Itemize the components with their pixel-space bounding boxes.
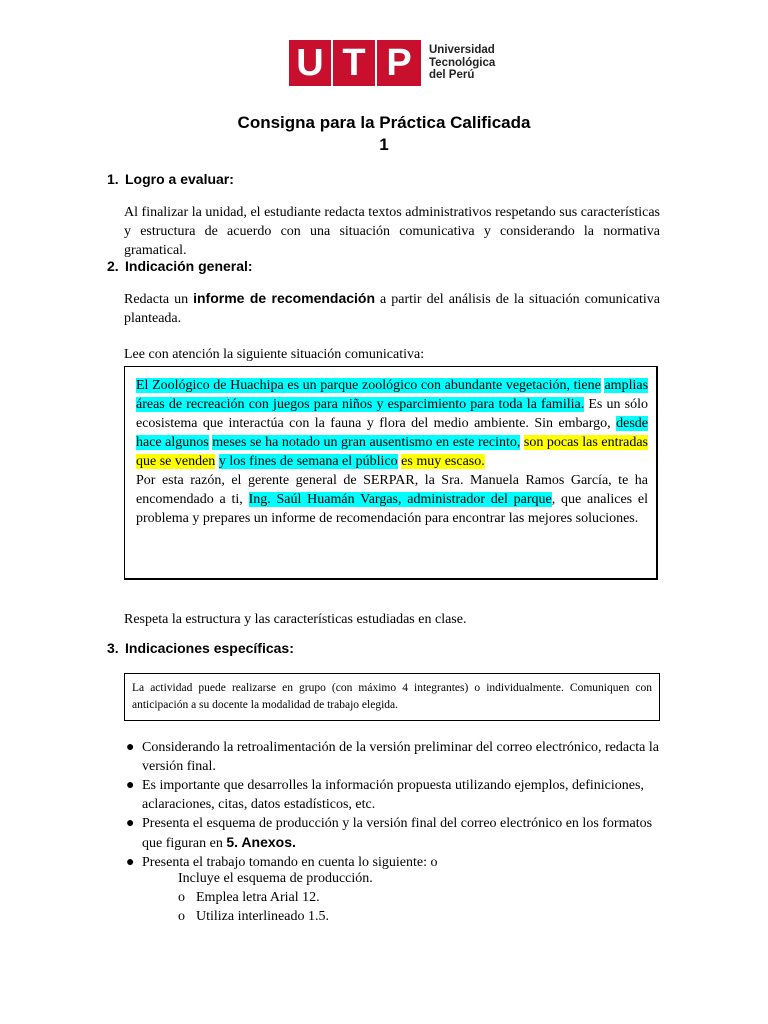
sub-item-spacing: o Utiliza interlineado 1.5. [178,909,329,924]
respect-structure-text: Respeta la estructura y las características estudiadas en clase. [124,612,467,627]
logo-university-name: Universidad Tecnológica del Perú [429,44,496,82]
specific-instructions-list [124,738,660,872]
list-item: ● Presenta el esquema de producción y la versión final del correo electrónico en los formatos que figuran en 5. Anexos. [126,816,653,851]
indicacion-general-text: Redacta un informe de recomendación a partir del análisis de la situación comunicativa planteada. [124,290,660,326]
bullet-icon: ● [126,855,135,870]
section-heading-indicaciones-especificas: 3. Indicaciones específicas: [107,640,294,656]
logo-letter-p: P [386,41,412,84]
bullet-icon: ● [126,816,135,831]
read-prompt: Lee con atención la siguiente situación comunicativa: [124,347,425,362]
section-heading-indicacion-general: 2. Indicación general: [107,258,253,274]
sub-item-esquema: Incluye el esquema de producción. [178,871,373,886]
annex-reference: 5. Anexos. [226,834,296,850]
informe-emphasis: informe de recomendación [193,290,376,306]
bullet-icon: ● [126,778,135,793]
section-heading-logro: 1. Logro a evaluar: [107,171,234,187]
situation-text: El Zoológico de Huachipa es un parque zoológico con abundante vegetación, tiene amplias áreas de recreación con juegos para niños y esparcimiento para toda la familia. Es un sólo ecosistema que interactúa con la fauna y flora del medio ambiente. Sin embargo, desde hace algunos meses se ha notado un gran ausentismo en este recinto, son pocas las entradas que se venden y los fines de semana el público es muy escaso. Por esta razón, el gerente general de SERPAR, la Sra. Manuela Ramos García, te ha encomendado a ti, Ing. Saúl Huamán Vargas, administrador del parque, que analices el problema y prepares un informe de recomendación para encontrar las mejores soluciones. [136,378,649,526]
page-title-number: 1 [379,135,389,154]
page-title: Consigna para la Práctica Calificada [237,113,531,132]
activity-note-box: La actividad puede realizarse en grupo (con máximo 4 integrantes) o individualmente. Comuniquen con anticipación a su docente la modalidad de trabajo elegida. [124,673,660,721]
sub-item-font: o Emplea letra Arial 12. [178,890,320,905]
list-item: ● Considerando la retroalimentación de la versión preliminar del correo electrónico, redacta la versión final. [126,740,659,774]
logo-letter-t: T [333,40,377,86]
logo-letter-u: U [289,40,333,86]
list-item: ● Presenta el trabajo tomando en cuenta lo siguiente: o [126,855,438,870]
logo-mark [289,40,421,86]
bullet-icon: ● [126,740,135,755]
utp-logo [289,40,499,86]
logro-text: Al finalizar la unidad, el estudiante redacta textos administrativos respetando sus características y estructura de acuerdo con una situación comunicativa y considerando la normativa gramatical. [124,205,660,258]
list-item: ● Es importante que desarrolles la información propuesta utilizando ejemplos, definiciones, aclaraciones, citas, datos estadísticos, etc. [126,778,644,812]
